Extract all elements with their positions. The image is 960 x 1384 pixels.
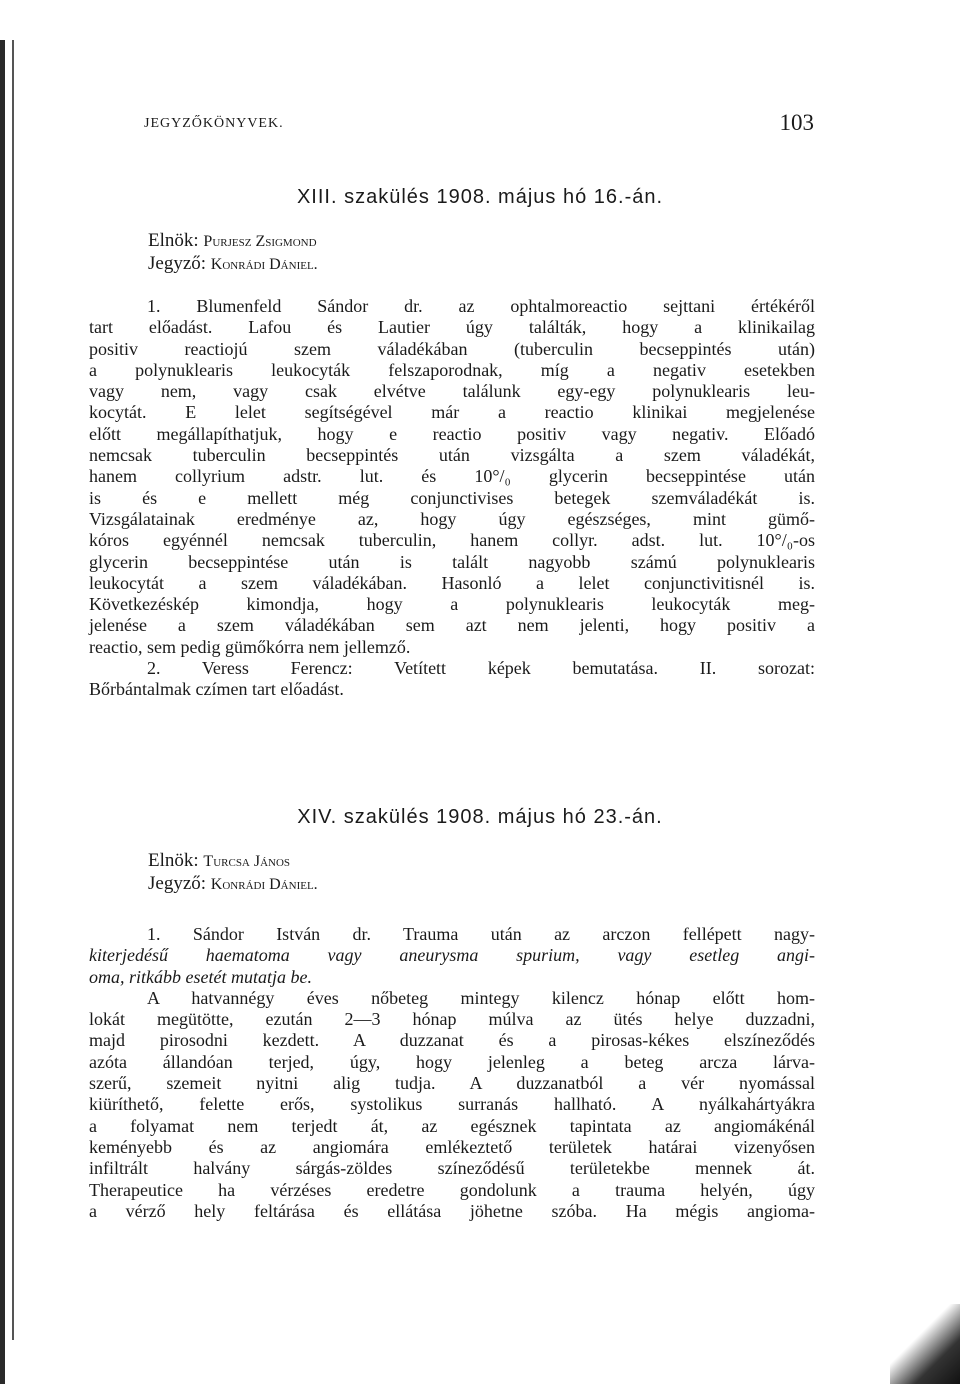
body-line: kiüríthető, felette erős, systolikus surranás hallható. A nyálkahártyákra (89, 1094, 815, 1115)
body-line: lokát megütötte, ezután 2—3 hónap múlva az ütés helye duzzadni, (89, 1009, 815, 1030)
body-line: a vérző hely feltárása és ellátása jöhetne szóba. Ha mégis angioma- (89, 1200, 815, 1221)
body-line: előtt megállapíthatjuk, hogy e reactio positiv vagy negativ. Előadó (89, 423, 815, 444)
session-title-xiii: XIII. szakülés 1908. május hó 16.-án. (296, 186, 664, 208)
body-line: tart előadást. Lafou és Lautier úgy találták, hogy a klinikailag (89, 317, 815, 338)
body-line: 2. Veress Ferencz: Vetített képek bemutatása. II. sorozat: (147, 658, 815, 679)
scan-edge-mark-inner (12, 40, 14, 1340)
body-line: szerű, szemeit nyitni alig tudja. A duzzanatból a vér nyomással (89, 1073, 815, 1094)
body-line: kocytát. E lelet segítségével már a reactio klinikai megjelenése (89, 402, 815, 423)
body-line: 1. Sándor István dr. Trauma után az arczon fellépett nagy- (147, 924, 815, 944)
officer-role: Jegyző: (148, 253, 207, 274)
officer-chair (148, 230, 318, 253)
running-head: JEGYZŐKÖNYVEK. (144, 116, 284, 131)
officer-chair (148, 850, 318, 873)
officer-name: Purjesz Zsigmond (203, 233, 317, 250)
body-line: keményebb és az angiomára emlékeztető területek határai vizenyősen (89, 1136, 815, 1157)
session-xiii-body (89, 296, 815, 701)
officer-role: Jegyző: (148, 873, 207, 894)
body-line: A hatvannégy éves nőbeteg mintegy kilencz hónap előtt hom- (147, 987, 815, 1008)
officer-name: Turcsa János (203, 853, 291, 870)
body-line: 1. Blumenfeld Sándor dr. az ophtalmoreactio sejttani értékéről (147, 296, 815, 316)
body-line: Therapeutice ha vérzéses eredetre gondolunk a trauma helyén, úgy (89, 1179, 815, 1200)
officers-xiv (148, 850, 318, 896)
body-line: leukocytát a szem váladékában. Hasonló a lelet conjunctivitisnél is. (89, 572, 815, 593)
officer-role: Elnök: (148, 230, 199, 251)
officer-name: Konrádi Dániel. (210, 876, 318, 893)
page-number: 103 (779, 110, 814, 135)
officer-role: Elnök: (148, 850, 199, 871)
officer-name: Konrádi Dániel. (210, 256, 318, 273)
body-line: Következéskép kimondja, hogy a polynuklearis leukocyták meg- (89, 594, 815, 615)
session-xiv-body (89, 924, 815, 1222)
officer-secretary (148, 873, 318, 896)
body-line: reactio, sem pedig gümőkórra nem jellemző. (89, 636, 411, 657)
body-line: glycerin becseppintése után is talált nagyobb számú polynuklearis (89, 551, 815, 572)
body-line: jelenése a szem váladékában sem azt nem jelenti, hogy positiv a (89, 615, 815, 636)
body-line: positiv reactiojú szem váladékában (tuberculin becseppintés után) (89, 338, 815, 359)
body-line: hanem collyrium adstr. lut. és 10°/₀ glycerin becseppintése után (89, 466, 815, 487)
scan-edge-mark (0, 40, 5, 1384)
session-title-xiv: XIV. szakülés 1908. május hó 23.-án. (297, 806, 663, 828)
body-line: Bőrbántalmak czímen tart előadást. (89, 679, 344, 700)
body-line: nemcsak tuberculin becseppintés után vizsgálta a szem váladékát, (89, 445, 815, 466)
body-line: azóta állandóan terjed, úgy, hogy jelenleg a beteg arcza lárva- (89, 1051, 815, 1072)
body-line: infiltrált halvány sárgás-zöldes színeződésű területekbe mennek át. (89, 1158, 815, 1179)
body-line: is és e mellett még conjunctivises betegek szemváladékát is. (89, 487, 815, 508)
officer-secretary (148, 253, 318, 276)
body-line: majd pirosodni kezdett. A duzzanat és a pirosas-kékes elszíneződés (89, 1030, 815, 1051)
body-line: Vizsgálatainak eredménye az, hogy úgy egészséges, mint gümő- (89, 508, 815, 529)
body-line: vagy nem, vagy csak elvétve találunk egy-egy polynuklearis leu- (89, 381, 815, 402)
body-line: a folyamat nem terjedt át, az egésznek tapintata az angiomákénál (89, 1115, 815, 1136)
scan-corner-shadow (890, 1304, 960, 1384)
body-line: oma, ritkább esetét mutatja be. (89, 966, 312, 987)
body-line: a polynuklearis leukocyták felszaporodnak, míg a negativ esetekben (89, 359, 815, 380)
page-header (88, 110, 814, 142)
body-line: kóros egyénnél nemcsak tuberculin, hanem collyr. adst. lut. 10°/₀-os (89, 530, 815, 551)
body-line: kiterjedésű haematoma vagy aneurysma spurium, vagy esetleg angi- (89, 945, 815, 966)
officers-xiii (148, 230, 318, 276)
